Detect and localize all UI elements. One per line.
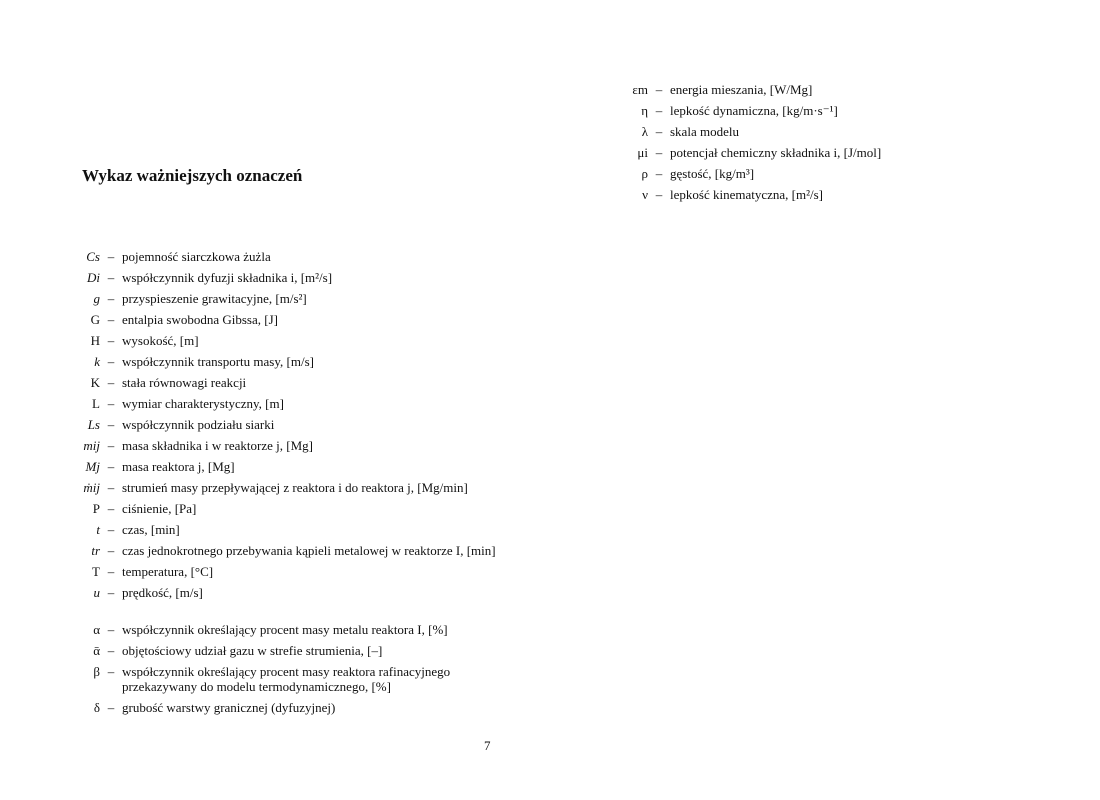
list-item	[58, 291, 496, 312]
symbol: T	[92, 564, 100, 579]
dash: –	[655, 187, 663, 202]
description: współczynnik dyfuzji składnika i, [m²/s]	[122, 270, 333, 285]
description: ciśnienie, [Pa]	[122, 501, 197, 516]
list-item	[58, 585, 496, 606]
list-item	[606, 187, 881, 208]
symbol: β	[93, 664, 100, 679]
description: współczynnik podziału siarki	[122, 417, 275, 432]
symbol: Di	[87, 270, 100, 285]
dash: –	[107, 622, 115, 637]
list-item	[58, 664, 502, 700]
list-item	[606, 103, 881, 124]
dash: –	[107, 543, 115, 558]
list-item	[58, 312, 496, 333]
description: prędkość, [m/s]	[122, 585, 203, 600]
list-item	[58, 501, 496, 522]
dash: –	[655, 124, 663, 139]
description: czas, [min]	[122, 522, 180, 537]
dash: –	[107, 522, 115, 537]
dash: –	[107, 700, 115, 715]
symbol: Cs	[86, 249, 100, 264]
description: grubość warstwy granicznej (dyfuzyjnej)	[122, 700, 336, 715]
dash: –	[107, 354, 115, 369]
description: objętościowy udział gazu w strefie strumienia, [–]	[122, 643, 383, 658]
symbol: η	[641, 103, 648, 118]
list-item	[58, 459, 496, 480]
list-item	[58, 249, 496, 270]
list-item	[58, 643, 502, 664]
dash: –	[107, 333, 115, 348]
symbol: P	[92, 501, 100, 516]
description: wymiar charakterystyczny, [m]	[122, 396, 284, 411]
symbol: tr	[91, 543, 100, 558]
dash: –	[107, 312, 115, 327]
symbol: ᾱ	[93, 643, 100, 658]
greek-symbol-list	[58, 622, 502, 721]
dash: –	[107, 438, 115, 453]
symbol: Mj	[85, 459, 100, 474]
symbol: k	[94, 354, 100, 369]
dash: –	[655, 82, 663, 97]
dash: –	[107, 270, 115, 285]
dash: –	[107, 417, 115, 432]
list-item	[58, 375, 496, 396]
list-item	[58, 564, 496, 585]
dash: –	[107, 375, 115, 390]
dash: –	[107, 585, 115, 600]
symbol: ṁij	[83, 480, 100, 495]
right-symbol-list	[606, 82, 881, 208]
symbol: mij	[83, 438, 100, 453]
list-item	[606, 124, 881, 145]
description: współczynnik określający procent masy metalu reaktora I, [%]	[122, 622, 448, 637]
description: lepkość kinematyczna, [m²/s]	[670, 187, 823, 202]
page-number: 7	[484, 738, 491, 753]
list-item	[58, 333, 496, 354]
description: gęstość, [kg/m³]	[670, 166, 755, 181]
dash: –	[107, 480, 115, 495]
dash: –	[107, 291, 115, 306]
list-item	[58, 270, 496, 291]
symbol: H	[90, 333, 100, 348]
symbol: α	[93, 622, 100, 637]
description: entalpia swobodna Gibssa, [J]	[122, 312, 278, 327]
list-item	[58, 543, 496, 564]
list-item	[58, 438, 496, 459]
description: energia mieszania, [W/Mg]	[670, 82, 813, 97]
description: współczynnik określający procent masy reaktora rafinacyjnego przekazywany do modelu termodynamicznego, [%]	[122, 664, 451, 694]
description: masa składnika i w reaktorze j, [Mg]	[122, 438, 313, 453]
dash: –	[107, 643, 115, 658]
page-title: Wykaz ważniejszych oznaczeń	[82, 166, 303, 185]
symbol: K	[90, 375, 100, 390]
list-item	[58, 480, 496, 501]
symbol: ρ	[641, 166, 648, 181]
list-item	[58, 396, 496, 417]
description: stała równowagi reakcji	[122, 375, 247, 390]
symbol: εm	[632, 82, 648, 97]
list-item	[606, 145, 881, 166]
list-item	[58, 522, 496, 543]
symbol: μi	[637, 145, 648, 160]
dash: –	[107, 564, 115, 579]
description: pojemność siarczkowa żużla	[122, 249, 271, 264]
left-symbol-list	[58, 249, 496, 606]
list-item	[58, 622, 502, 643]
dash: –	[107, 459, 115, 474]
symbol: g	[93, 291, 100, 306]
list-item	[58, 417, 496, 438]
list-item	[58, 354, 496, 375]
dash: –	[107, 396, 115, 411]
description: potencjał chemiczny składnika i, [J/mol]	[670, 145, 882, 160]
dash: –	[107, 249, 115, 264]
description: strumień masy przepływającej z reaktora i do reaktora j, [Mg/min]	[122, 480, 468, 495]
symbol: u	[93, 585, 100, 600]
symbol: L	[92, 396, 100, 411]
description: lepkość dynamiczna, [kg/m·s⁻¹]	[670, 103, 838, 118]
symbol: ν	[642, 187, 648, 202]
dash: –	[107, 664, 115, 679]
symbol: G	[90, 312, 100, 327]
symbol: δ	[93, 700, 100, 715]
dash: –	[107, 501, 115, 516]
description: skala modelu	[670, 124, 739, 139]
list-item	[606, 82, 881, 103]
description: współczynnik transportu masy, [m/s]	[122, 354, 314, 369]
dash: –	[655, 103, 663, 118]
dash: –	[655, 145, 663, 160]
dash: –	[655, 166, 663, 181]
description: czas jednokrotnego przebywania kąpieli metalowej w reaktorze I, [min]	[122, 543, 496, 558]
description: masa reaktora j, [Mg]	[122, 459, 235, 474]
description: wysokość, [m]	[122, 333, 199, 348]
symbol: Ls	[87, 417, 100, 432]
description: przyspieszenie grawitacyjne, [m/s²]	[122, 291, 307, 306]
symbol: t	[96, 522, 100, 537]
description: temperatura, [°C]	[122, 564, 214, 579]
symbol: λ	[641, 124, 648, 139]
list-item	[58, 700, 502, 721]
list-item	[606, 166, 881, 187]
